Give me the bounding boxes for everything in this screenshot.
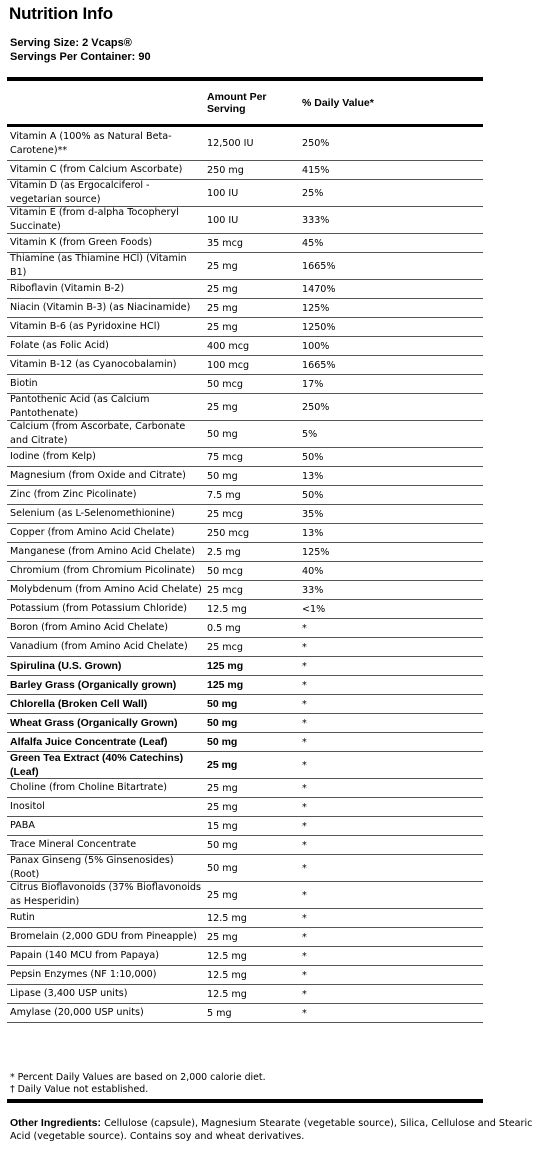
nutrient-dv: * xyxy=(302,782,307,794)
nutrient-amount: 50 mg xyxy=(207,862,238,874)
nutrient-amount: 25 mg xyxy=(207,302,238,314)
nutrient-amount: 25 mg xyxy=(207,401,238,413)
nutrient-name: Pepsin Enzymes (NF 1:10,000) xyxy=(10,969,157,980)
nutrient-amount: 25 mg xyxy=(207,759,238,771)
nutrient-name: Lipase (3,400 USP units) xyxy=(10,988,128,999)
nutrient-amount: 0.5 mg xyxy=(207,622,241,634)
nutrient-dv: 33% xyxy=(302,584,324,596)
nutrient-dv: * xyxy=(302,839,307,851)
nutrient-name: Riboflavin (Vitamin B-2) xyxy=(10,283,125,294)
nutrient-name: Bromelain (2,000 GDU from Pineapple) xyxy=(10,931,197,942)
nutrient-dv: 45% xyxy=(302,237,324,249)
nutrient-amount: 7.5 mg xyxy=(207,489,241,501)
nutrient-dv: 13% xyxy=(302,470,324,482)
nutrient-dv: 1470% xyxy=(302,283,336,295)
nutrition-table xyxy=(7,81,483,1023)
table-row xyxy=(7,657,483,676)
nutrient-amount: 25 mg xyxy=(207,931,238,943)
nutrient-name: Zinc (from Zinc Picolinate) xyxy=(10,489,137,500)
nutrient-name: Niacin (Vitamin B-3) (as Niacinamide) xyxy=(10,302,191,313)
nutrient-amount: 250 mg xyxy=(207,164,244,176)
table-row xyxy=(7,638,483,657)
nutrient-dv: * xyxy=(302,759,307,771)
nutrient-dv: * xyxy=(302,736,307,748)
nutrient-amount: 25 mcg xyxy=(207,584,243,596)
nutrient-dv: 50% xyxy=(302,451,324,463)
nutrient-dv: 17% xyxy=(302,378,324,390)
table-row xyxy=(7,299,483,318)
table-row xyxy=(7,928,483,947)
nutrient-amount: 12,500 IU xyxy=(207,138,254,149)
table-row xyxy=(7,600,483,619)
nutrient-amount: 50 mg xyxy=(207,470,238,482)
nutrient-dv: 1250% xyxy=(302,321,336,333)
nutrient-dv: * xyxy=(302,950,307,962)
table-row xyxy=(7,543,483,562)
table-row xyxy=(7,752,483,779)
nutrient-amount: 25 mg xyxy=(207,260,238,272)
nutrient-name: PABA xyxy=(10,820,35,831)
nutrient-name: Amylase (20,000 USP units) xyxy=(10,1007,144,1018)
nutrient-dv: * xyxy=(302,820,307,832)
table-row xyxy=(7,714,483,733)
nutrient-name: Copper (from Amino Acid Chelate) xyxy=(10,527,175,538)
other-ingredients-text: Cellulose (capsule), Magnesium Stearate (vegetable source), Silica, Cellulose and Stearic Acid (vegetable source). Contains soy and wheat derivatives. xyxy=(10,1118,533,1142)
table-row xyxy=(7,180,483,207)
table-row xyxy=(7,779,483,798)
nutrient-dv: * xyxy=(302,988,307,1000)
nutrient-dv: 35% xyxy=(302,508,324,520)
dv-column-header: % Daily Value* xyxy=(302,96,374,109)
nutrient-amount: 50 mg xyxy=(207,736,238,748)
nutrient-dv: * xyxy=(302,622,307,634)
nutrient-name: Papain (140 MCU from Papaya) xyxy=(10,950,160,961)
nutrient-name: Chromium (from Chromium Picolinate) xyxy=(10,565,195,576)
nutrition-title: Nutrition Info xyxy=(9,4,113,23)
nutrient-name: Wheat Grass (Organically Grown) xyxy=(10,717,178,729)
nutrient-dv: * xyxy=(302,698,307,710)
nutrient-amount: 2.5 mg xyxy=(207,546,241,558)
table-row xyxy=(7,676,483,695)
nutrient-dv: 13% xyxy=(302,527,324,539)
nutrient-name: Chlorella (Broken Cell Wall) xyxy=(10,698,148,710)
nutrient-amount: 15 mg xyxy=(207,820,238,832)
nutrient-amount: 12.5 mg xyxy=(207,969,247,981)
table-row xyxy=(7,562,483,581)
nutrient-amount: 12.5 mg xyxy=(207,950,247,962)
nutrient-dv: * xyxy=(302,679,307,691)
nutrient-name: Vitamin A (100% as Natural Beta-Carotene)** xyxy=(10,130,172,156)
nutrient-amount: 50 mcg xyxy=(207,378,243,390)
nutrient-name: Vanadium (from Amino Acid Chelate) xyxy=(10,641,188,652)
footnotes xyxy=(10,1072,266,1096)
nutrient-amount: 12.5 mg xyxy=(207,988,247,1000)
nutrient-amount: 125 mg xyxy=(207,660,244,672)
footnote-not-established: † Daily Value not established. xyxy=(10,1084,149,1095)
table-row xyxy=(7,909,483,928)
nutrient-amount: 100 IU xyxy=(207,214,239,226)
amount-column-header: Amount Per Serving xyxy=(207,90,267,115)
nutrient-name: Choline (from Choline Bitartrate) xyxy=(10,782,167,793)
nutrient-amount: 125 mg xyxy=(207,679,244,691)
nutrient-name: Panax Ginseng (5% Ginsenosides) (Root) xyxy=(10,855,174,880)
nutrient-amount: 50 mg xyxy=(207,717,238,729)
nutrient-name: Trace Mineral Concentrate xyxy=(10,839,137,850)
table-row xyxy=(7,394,483,421)
nutrient-amount: 75 mcg xyxy=(207,451,243,463)
nutrient-dv: * xyxy=(302,889,307,901)
nutrient-rows xyxy=(7,127,483,1023)
nutrient-name: Manganese (from Amino Acid Chelate) xyxy=(10,546,195,557)
table-row xyxy=(7,817,483,836)
nutrient-name: Inositol xyxy=(10,801,45,812)
table-row xyxy=(7,161,483,180)
table-row xyxy=(7,947,483,966)
nutrient-name: Rutin xyxy=(10,912,35,923)
nutrient-name: Molybdenum (from Amino Acid Chelate) xyxy=(10,584,202,595)
table-row xyxy=(7,318,483,337)
nutrient-name: Calcium (from Ascorbate, Carbonate and Citrate) xyxy=(10,421,186,446)
table-row xyxy=(7,127,483,161)
table-row xyxy=(7,207,483,234)
nutrient-amount: 50 mg xyxy=(207,428,238,440)
nutrient-name: Vitamin D (as Ergocalciferol - vegetarian source) xyxy=(10,180,150,205)
nutrient-dv: 250% xyxy=(302,401,330,413)
nutrient-dv: * xyxy=(302,931,307,943)
nutrient-amount: 250 mcg xyxy=(207,527,250,539)
nutrient-amount: 25 mg xyxy=(207,801,238,813)
nutrient-amount: 25 mcg xyxy=(207,508,243,520)
bottom-rule xyxy=(7,1099,483,1103)
nutrient-dv: * xyxy=(302,717,307,729)
nutrient-dv: 5% xyxy=(302,428,318,440)
other-ingredients xyxy=(10,1117,545,1143)
nutrient-dv: * xyxy=(302,801,307,813)
nutrient-amount: 100 mcg xyxy=(207,359,250,371)
nutrient-name: Boron (from Amino Acid Chelate) xyxy=(10,622,168,633)
footnote-dv: * Percent Daily Values are based on 2,000 calorie diet. xyxy=(10,1072,266,1083)
nutrient-dv: 1665% xyxy=(302,260,336,272)
nutrient-dv: 1665% xyxy=(302,359,336,371)
nutrient-name: Folate (as Folic Acid) xyxy=(10,340,109,351)
nutrient-amount: 25 mg xyxy=(207,782,238,794)
table-row xyxy=(7,695,483,714)
table-row xyxy=(7,421,483,448)
other-ingredients-label: Other Ingredients: xyxy=(10,1117,102,1129)
table-row xyxy=(7,855,483,882)
serving-size: Serving Size: 2 Vcaps® xyxy=(10,37,132,49)
nutrient-amount: 25 mcg xyxy=(207,641,243,653)
nutrient-dv: * xyxy=(302,912,307,924)
nutrient-name: Iodine (from Kelp) xyxy=(10,451,96,462)
nutrient-name: Citrus Bioflavonoids (37% Bioflavonoids as Hesperidin) xyxy=(10,882,201,907)
nutrient-name: Spirulina (U.S. Grown) xyxy=(10,660,122,672)
table-row xyxy=(7,356,483,375)
table-row xyxy=(7,798,483,817)
table-row xyxy=(7,234,483,253)
nutrient-name: Vitamin B-6 (as Pyridoxine HCl) xyxy=(10,321,161,332)
nutrient-name: Vitamin C (from Calcium Ascorbate) xyxy=(10,164,183,175)
table-row xyxy=(7,467,483,486)
nutrient-amount: 5 mg xyxy=(207,1007,232,1019)
nutrient-name: Green Tea Extract (40% Catechins) (Leaf) xyxy=(10,752,184,778)
table-row xyxy=(7,966,483,985)
serving-info xyxy=(10,36,151,64)
nutrient-dv: 415% xyxy=(302,164,330,176)
nutrient-dv: 40% xyxy=(302,565,324,577)
table-row xyxy=(7,375,483,394)
nutrient-name: Alfalfa Juice Concentrate (Leaf) xyxy=(10,736,168,748)
nutrient-dv: 25% xyxy=(302,187,324,199)
nutrient-name: Barley Grass (Organically grown) xyxy=(10,679,177,691)
nutrient-dv: * xyxy=(302,1007,307,1019)
table-row xyxy=(7,882,483,909)
nutrient-amount: 25 mg xyxy=(207,283,238,295)
table-row xyxy=(7,486,483,505)
nutrient-dv: * xyxy=(302,862,307,874)
nutrient-dv: <1% xyxy=(302,603,326,615)
table-row xyxy=(7,448,483,467)
nutrient-amount: 50 mg xyxy=(207,698,238,710)
table-row xyxy=(7,985,483,1004)
nutrient-amount: 35 mcg xyxy=(207,237,243,249)
table-row xyxy=(7,505,483,524)
table-row xyxy=(7,1004,483,1023)
nutrient-name: Vitamin E (from d-alpha Tocopheryl Succinate) xyxy=(10,207,179,232)
nutrient-name: Vitamin K (from Green Foods) xyxy=(10,237,153,248)
nutrient-dv: * xyxy=(302,660,307,672)
table-row xyxy=(7,733,483,752)
nutrient-dv: 125% xyxy=(302,302,330,314)
nutrient-amount: 12.5 mg xyxy=(207,912,247,924)
nutrient-dv: * xyxy=(302,641,307,653)
table-row xyxy=(7,253,483,280)
nutrient-dv: 100% xyxy=(302,340,330,352)
nutrient-name: Biotin xyxy=(10,378,38,389)
table-row xyxy=(7,581,483,600)
nutrient-name: Pantothenic Acid (as Calcium Pantothenate) xyxy=(10,394,150,419)
nutrient-name: Potassium (from Potassium Chloride) xyxy=(10,603,187,614)
nutrient-amount: 50 mcg xyxy=(207,565,243,577)
nutrient-dv: 333% xyxy=(302,214,330,226)
nutrient-name: Magnesium (from Oxide and Citrate) xyxy=(10,470,186,481)
nutrient-dv: * xyxy=(302,969,307,981)
servings-per-container: Servings Per Container: 90 xyxy=(10,51,151,63)
nutrient-dv: 125% xyxy=(302,546,330,558)
table-row xyxy=(7,280,483,299)
table-header xyxy=(7,81,483,127)
nutrient-amount: 25 mg xyxy=(207,889,238,901)
nutrient-amount: 12.5 mg xyxy=(207,603,247,615)
table-row xyxy=(7,619,483,638)
nutrient-name: Thiamine (as Thiamine HCl) (Vitamin B1) xyxy=(10,253,187,278)
table-row xyxy=(7,836,483,855)
nutrient-amount: 50 mg xyxy=(207,839,238,851)
nutrient-amount: 100 IU xyxy=(207,187,239,199)
nutrient-dv: 50% xyxy=(302,489,324,501)
nutrient-name: Vitamin B-12 (as Cyanocobalamin) xyxy=(10,359,177,370)
nutrient-dv: 250% xyxy=(302,138,330,149)
table-row xyxy=(7,524,483,543)
nutrient-amount: 25 mg xyxy=(207,321,238,333)
nutrient-name: Selenium (as L-Selenomethionine) xyxy=(10,508,175,519)
table-row xyxy=(7,337,483,356)
nutrient-amount: 400 mcg xyxy=(207,340,250,352)
